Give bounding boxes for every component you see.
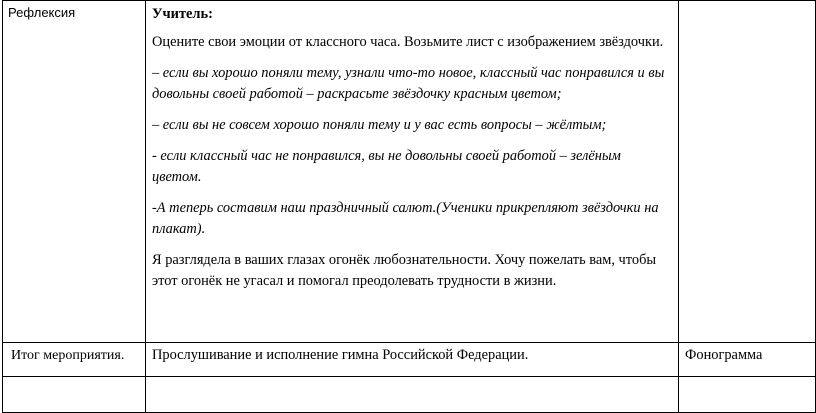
green-star-instruction: - если классный час не понравился, вы не довольны своей работой – зелёным цветом.: [152, 148, 621, 185]
red-star-instruction: – если вы хорошо поняли тему, узнали что-то новое, классный час понравился и вы довольны своей работой – раскрасьте звёздочку красным цветом;: [152, 65, 665, 102]
summary-activity-text: Прослушивание и исполнение гимна Российской Федерации.: [152, 347, 529, 363]
empty-cell: [679, 377, 816, 413]
instruction-paragraph: Оцените свои эмоции от классного часа. Возьмите лист с изображением звёздочки.: [152, 34, 664, 50]
resources-cell: [679, 1, 816, 343]
resources-cell: [679, 343, 816, 377]
resources-note: Фонограмма: [685, 347, 763, 363]
stage-label: Рефлексия: [8, 5, 76, 20]
yellow-star-instruction: – если вы не совсем хорошо поняли тему и у вас есть вопросы – жёлтым;: [152, 117, 607, 133]
table-row-empty: [3, 377, 816, 413]
table-row-reflection: [3, 1, 816, 343]
stage-label-cell: [3, 1, 146, 343]
table-row-summary: [3, 343, 816, 377]
activity-cell: [146, 343, 679, 377]
salute-instruction: -А теперь составим наш праздничный салют.(Ученики прикрепляют звёздочки на плакат).: [152, 200, 659, 237]
stage-label-cell: [3, 343, 146, 377]
activity-cell: [146, 1, 679, 343]
closing-wish-paragraph: Я разглядела в ваших глазах огонёк любознательности. Хочу пожелать вам, чтобы этот огонёк не угасал и помогал преодолевать трудности в жизни.: [152, 252, 657, 289]
stage-label: Итог мероприятия.: [11, 348, 125, 363]
empty-cell: [146, 377, 679, 413]
lesson-plan-table: [2, 0, 816, 413]
teacher-heading: Учитель:: [152, 6, 213, 22]
empty-cell: [3, 377, 146, 413]
